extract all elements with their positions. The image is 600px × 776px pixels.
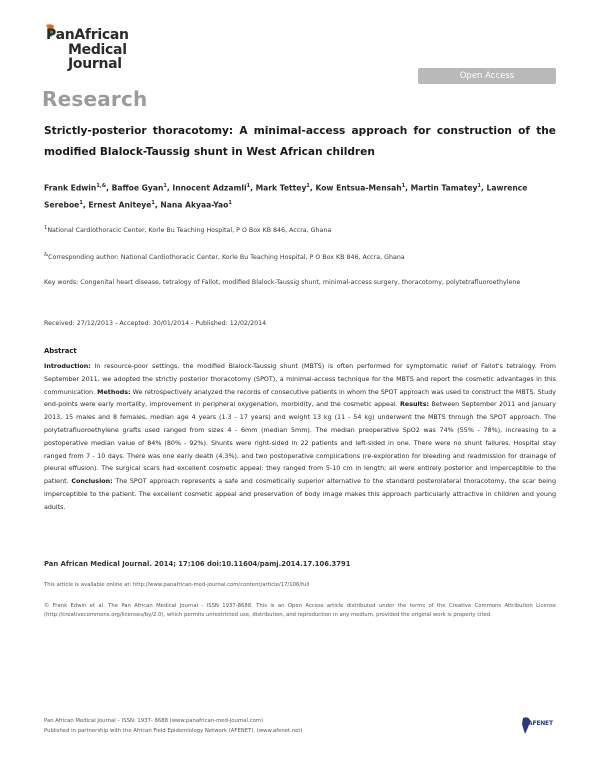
author-affiliation-sup: 1 — [228, 199, 232, 206]
corresponding-text: Corresponding author: National Cardiothoracic Center, Korle Bu Teaching Hospital, P O Box KB 846, Accra, Ghana — [48, 254, 405, 262]
citation: Pan African Medical Journal. 2014; 17:106 doi:10.11604/pamj.2014.17.106.3791 — [44, 560, 351, 568]
author-name: Innocent Adzamli — [172, 183, 247, 193]
logo-line-3: Journal — [68, 56, 122, 72]
author-affiliation-sup: 1 — [151, 199, 155, 206]
article-title: Strictly-posterior thoracotomy: A minimal-access approach for construction of the modified Blalock-Taussig shunt in West African children — [44, 125, 556, 158]
methods-text: We retrospectively analyzed the records of consecutive patients in whom the SPOT approach was used to construct the MBTS. Study end-points were early mortality, improvement in peripheral oxygenation, morbidity, and the cosmetic appeal. — [44, 388, 556, 409]
footer-line-2: Published in partnership with the African Field Epidemiology Network (AFENET). (www.afenet.net) — [44, 728, 303, 734]
author-name: Nana Akyaa-Yao — [160, 200, 229, 210]
author-name: Ernest Aniteye — [88, 200, 152, 210]
methods-label: Methods: — [97, 388, 131, 396]
affiliation-text: National Cardiothoracic Center, Korle Bu Teaching Hospital, P O Box KB 846, Accra, Ghana — [47, 227, 332, 235]
author-affiliation-sup: 1 — [401, 183, 406, 189]
author-affiliation-sup: 1 — [477, 183, 481, 189]
affiliation-sup: 1 — [44, 225, 48, 231]
article-dates: Received: 27/12/2013 - Accepted: 30/01/2014 - Published: 12/02/2014 — [44, 320, 267, 327]
journal-logo — [40, 19, 140, 75]
author-affiliation-sup: 1 — [306, 183, 310, 189]
author-list: Frank Edwin$^{1,\&}$, Baffoe Gyan$^1$, Innocent Adzamli$^1$, Mark Tettey$^1$, Kow Entsua-Mensah$^1$, Martin Tamatey$^1$, Lawrence Sereboe$^1$, Ernest Aniteye$^1$, Nana Akyaa-Yao$^1$ — [44, 183, 528, 210]
conclusion-text: The SPOT approach represents a safe and cosmetically superior alternative to the standard posterolateral thoracotomy, the scar being imperceptible to the patient. The excellent cosmetic appeal and preservation of body image makes this approach particularly attractive in children and young adults. — [44, 478, 556, 511]
author-affiliation-sup: 1 — [163, 183, 167, 189]
results-text: Between September 2011 and January 2013, 15 males and 8 females, median age 4 years (1.3 - 17 years) and weight 13 kg (11 - 54 kg) underwent the MBTS through the SPOT approach. The polytetrafluoroethylene grafts used ranged from sizes 4 - 6mm (median 5mm). The median preoperative SpO2 was 74% (55% - 78%), increasing to a postoperative median value of 84% (80% - 92%). Shunts were right-sided in 22 patients and left-sided in one. There were no shunt failures. Hospital stay ranged from 7 - 10 days. There was one early death (4.3%), and two postoperative complications (re-exploration for bleeding and readmission for drainage of pleural effusion). The surgical scars had excellent cosmetic appeal: they ranged from 5-10 cm in length; all were entirely posterior and imperceptible to the patient. — [44, 401, 556, 486]
author-name: Mark Tettey — [255, 183, 307, 193]
corresponding-author — [44, 250, 556, 263]
online-availability: This article is available online at: http://www.panafrican-med-journal.com/content/article/17/106/full — [44, 582, 310, 588]
afenet-logo — [520, 716, 564, 738]
intro-label: Introduction: — [44, 363, 91, 370]
author-name: Lawrence Sereboe — [44, 183, 528, 210]
author-affiliation-sup: 1 — [79, 199, 83, 206]
intro-text: In resource-poor settings, the modified Blalock-Taussig shunt (MBTS) is often performed for symptomatic relief of Fallot's tetralogy. From September 2011, we adopted the strictly posterior thoracotomy (SPOT), a minimal-access technique for the MBTS and report the cosmetic advantages in this communication. — [44, 363, 556, 396]
footer-line-1: Pan African Medical Journal – ISSN: 1937- 8688 (www.panafrican-med-journal.com) — [44, 718, 264, 724]
section-heading: Research — [42, 87, 148, 111]
corresponding-sup: & — [44, 252, 49, 258]
logo-line-2: Medical — [68, 42, 127, 58]
author-name: Frank Edwin — [44, 183, 97, 193]
abstract-body — [44, 361, 556, 515]
license-text: © Frank Edwin et al. The Pan African Medical Journal - ISSN 1937-8688. This is an Open Access article distributed under the terms of the Creative Commons Attribution License (http://creativecommons.org/licenses/by/2.0), which permits unrestricted use, distribution, and reproduction in any medium, provided the original work is properly cited. — [44, 603, 556, 618]
author-name: Kow Entsua-Mensah — [315, 183, 402, 193]
conclusion-label: Conclusion: — [71, 478, 113, 486]
results-label: Results: — [400, 401, 430, 409]
logo-line-1: PanAfrican — [46, 27, 129, 43]
open-access-badge: Open Access — [418, 68, 556, 84]
author-name: Baffoe Gyan — [111, 183, 164, 193]
page-footer — [44, 716, 303, 736]
affiliation — [44, 223, 556, 236]
author-affiliation-sup: 1,& — [96, 183, 107, 189]
author-name: Martin Tamatey — [410, 183, 478, 193]
abstract-heading: Abstract — [44, 347, 77, 355]
afenet-logo-text: AFENET — [528, 720, 553, 727]
keywords: Key words: Congenital heart disease, tetralogy of Fallot, modified Blalock-Taussig shunt, minimal-access surgery, thoracotomy, polytetrafluoroethylene — [44, 279, 521, 286]
author-affiliation-sup: 1 — [246, 183, 251, 189]
